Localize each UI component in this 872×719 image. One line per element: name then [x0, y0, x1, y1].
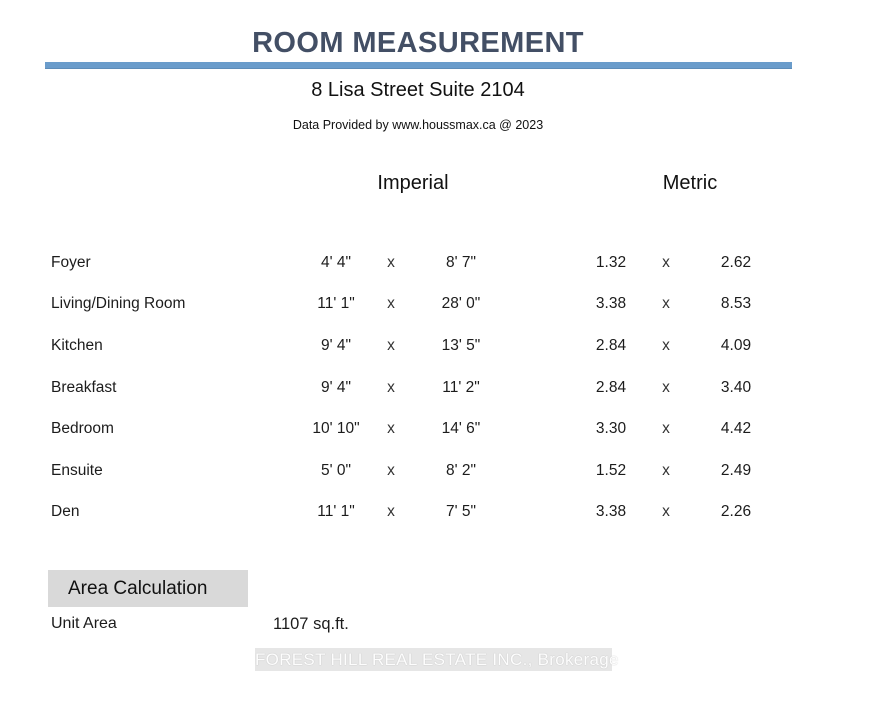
imperial-width: 4' 4": [320, 253, 351, 271]
imperial-length: 14' 6": [441, 420, 481, 438]
room-name: Den: [51, 503, 80, 521]
room-name: Ensuite: [51, 461, 103, 479]
page-title: ROOM MEASUREMENT: [252, 27, 584, 59]
table-row-ensuite: [51, 450, 872, 492]
imperial-length: 7' 5": [445, 503, 476, 521]
unit-area-label: Unit Area: [51, 615, 117, 632]
metric-column-header: Metric: [662, 172, 718, 194]
room-name: Living/Dining Room: [51, 295, 186, 313]
room-name: Foyer: [51, 253, 91, 271]
area-calculation-section-header: [48, 570, 248, 607]
property-address: 8 Lisa Street Suite 2104: [311, 79, 525, 101]
imperial-length: 11' 2": [442, 378, 480, 396]
dimension-separator: x: [387, 378, 395, 396]
room-name: Breakfast: [51, 378, 117, 396]
metric-length: 8.53: [720, 295, 752, 313]
metric-width: 1.32: [595, 253, 627, 271]
dimension-separator: x: [387, 420, 395, 438]
metric-length: 4.42: [720, 420, 752, 438]
table-row-kitchen: [51, 325, 872, 367]
dimension-separator: x: [662, 420, 670, 438]
table-row-breakfast: [51, 367, 872, 409]
metric-width: 2.84: [595, 336, 627, 354]
metric-length: 2.62: [720, 253, 752, 271]
imperial-width: 9' 4": [320, 336, 351, 354]
metric-width: 2.84: [595, 378, 627, 396]
imperial-width: 9' 4": [320, 378, 351, 396]
imperial-width: 5' 0": [320, 461, 351, 479]
metric-width: 3.30: [595, 420, 627, 438]
metric-length: 4.09: [720, 336, 752, 354]
imperial-length: 13' 5": [441, 336, 481, 354]
column-headers: [0, 172, 872, 198]
imperial-length: 8' 2": [445, 461, 476, 479]
dimension-separator: x: [387, 461, 395, 479]
unit-area-row: [0, 615, 872, 637]
table-row-bedroom: [51, 408, 872, 450]
area-calculation-title: Area Calculation: [68, 577, 208, 599]
dimension-separator: x: [387, 336, 395, 354]
dimension-separator: x: [662, 461, 670, 479]
dimension-separator: x: [387, 503, 395, 521]
imperial-width: 11' 1": [317, 503, 355, 521]
imperial-length: 28' 0": [441, 295, 481, 313]
room-measurements-table: [0, 242, 872, 533]
metric-width: 1.52: [595, 461, 627, 479]
table-row-living-dining: [51, 284, 872, 326]
metric-length: 2.49: [720, 461, 752, 479]
imperial-width: 11' 1": [317, 295, 355, 313]
dimension-separator: x: [387, 253, 395, 271]
dimension-separator: x: [662, 503, 670, 521]
imperial-width: 10' 10": [312, 420, 360, 438]
title-divider-rule: [45, 62, 792, 69]
room-name: Kitchen: [51, 336, 103, 354]
imperial-column-header: Imperial: [377, 172, 449, 194]
data-provider-note: Data Provided by www.houssmax.ca @ 2023: [292, 118, 544, 132]
dimension-separator: x: [662, 295, 670, 313]
dimension-separator: x: [662, 336, 670, 354]
metric-length: 2.26: [720, 503, 752, 521]
unit-area-value: 1107 sq.ft.: [273, 615, 349, 633]
metric-length: 3.40: [720, 378, 752, 396]
table-row-foyer: [51, 242, 872, 284]
dimension-separator: x: [662, 378, 670, 396]
table-row-den: [51, 492, 872, 534]
dimension-separator: x: [387, 295, 395, 313]
dimension-separator: x: [662, 253, 670, 271]
room-name: Bedroom: [51, 420, 114, 438]
brokerage-watermark: FOREST HILL REAL ESTATE INC., Brokerage: [255, 650, 619, 669]
metric-width: 3.38: [595, 503, 627, 521]
metric-width: 3.38: [595, 295, 627, 313]
imperial-length: 8' 7": [445, 253, 476, 271]
